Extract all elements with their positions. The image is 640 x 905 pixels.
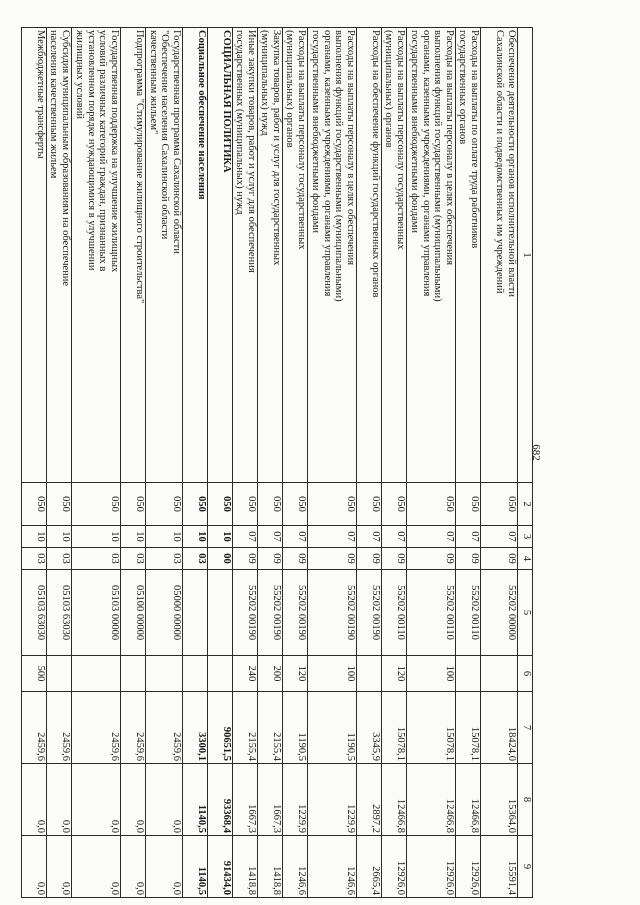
table-cell: 10	[208, 526, 233, 548]
table-cell: 55202 00190	[308, 570, 357, 656]
table-cell: 0,0	[121, 764, 146, 836]
table-cell: 050	[481, 483, 518, 526]
row-label: СОЦИАЛЬНАЯ ПОЛИТИКА	[208, 28, 233, 483]
row-label: Межбюджетные трансферты	[22, 28, 47, 483]
table-cell: 1229,9	[283, 764, 308, 836]
table-cell: 05100 00000	[121, 570, 146, 656]
table-cell: 500	[22, 656, 47, 692]
row-label: Расходы на выплаты персоналу государственных (муниципальных) органов	[283, 28, 308, 483]
table-cell: 2459,6	[72, 692, 121, 764]
table-cell: 100	[308, 656, 357, 692]
table-cell: 050	[258, 483, 283, 526]
table-cell: 0,0	[72, 764, 121, 836]
table-cell: 3345,9	[357, 692, 382, 764]
column-header: 9	[518, 836, 533, 898]
table-cell: 2459,6	[22, 692, 47, 764]
table-cell: 120	[382, 656, 407, 692]
row-label: Расходы на обеспечение функций государственных органов	[357, 28, 382, 483]
column-header: 8	[518, 764, 533, 836]
table-cell: 2665,4	[357, 836, 382, 898]
table-cell: 55202 00000	[481, 570, 518, 656]
table-cell: 18424,0	[481, 692, 518, 764]
table-cell	[208, 656, 233, 692]
row-label: Субсидия муниципальным образованиям на обеспечение населения качественным жильем	[47, 28, 72, 483]
table-cell: 050	[283, 483, 308, 526]
table-cell: 03	[146, 548, 183, 570]
table-cell: 1140,5	[183, 836, 208, 898]
table-cell	[208, 570, 233, 656]
table-cell: 0,0	[22, 836, 47, 898]
column-header: 2	[518, 483, 533, 526]
table-cell	[183, 656, 208, 692]
table-cell: 15591,4	[481, 836, 518, 898]
table-cell: 050	[456, 483, 481, 526]
table-cell: 050	[233, 483, 258, 526]
column-header: 4	[518, 548, 533, 570]
table-row	[72, 28, 121, 898]
table-cell: 12926,0	[382, 836, 407, 898]
table-cell: 90651,5	[208, 692, 233, 764]
table-cell: 0,0	[121, 836, 146, 898]
table-cell: 1140,5	[183, 764, 208, 836]
table-cell	[357, 656, 382, 692]
table-cell: 10	[146, 526, 183, 548]
table-cell: 12466,8	[382, 764, 407, 836]
table-cell: 09	[456, 548, 481, 570]
table-cell: 09	[308, 548, 357, 570]
table-cell: 2155,4	[258, 692, 283, 764]
table-cell: 0,0	[146, 764, 183, 836]
table-row	[283, 28, 308, 898]
table-cell: 93368,4	[208, 764, 233, 836]
table-cell: 1190,5	[283, 692, 308, 764]
row-label: Расходы на выплаты по оплате труда работников государственных органов	[456, 28, 481, 483]
table-cell: 07	[308, 526, 357, 548]
table-cell: 07	[456, 526, 481, 548]
table-cell: 55202 00110	[382, 570, 407, 656]
table-cell: 09	[382, 548, 407, 570]
table-cell: 050	[208, 483, 233, 526]
table-cell: 09	[258, 548, 283, 570]
table-cell: 91434,0	[208, 836, 233, 898]
table-cell: 07	[357, 526, 382, 548]
table-cell: 07	[283, 526, 308, 548]
table-cell: 240	[233, 656, 258, 692]
table-row	[407, 28, 456, 898]
table-cell: 050	[22, 483, 47, 526]
table-cell: 1667,3	[233, 764, 258, 836]
table-cell	[72, 656, 121, 692]
table-row	[456, 28, 481, 898]
table-cell: 120	[283, 656, 308, 692]
table-cell: 1667,3	[258, 764, 283, 836]
table-cell: 050	[146, 483, 183, 526]
table-cell: 55202 00110	[456, 570, 481, 656]
table-cell: 15078,1	[407, 692, 456, 764]
table-row	[233, 28, 258, 898]
column-header: 3	[518, 526, 533, 548]
table-cell: 00	[208, 548, 233, 570]
table-cell: 2459,6	[146, 692, 183, 764]
table-cell: 0,0	[146, 836, 183, 898]
table-cell: 03	[22, 548, 47, 570]
table-cell: 050	[308, 483, 357, 526]
row-label: Социальное обеспечение населения	[183, 28, 208, 483]
table-row	[357, 28, 382, 898]
table-cell: 10	[47, 526, 72, 548]
table-cell: 55202 00190	[283, 570, 308, 656]
table-cell: 0,0	[72, 836, 121, 898]
table-cell: 100	[407, 656, 456, 692]
table-cell: 07	[407, 526, 456, 548]
table-cell: 09	[233, 548, 258, 570]
page-number: 682	[530, 444, 542, 461]
table-cell: 05103 63030	[47, 570, 72, 656]
table-cell: 10	[22, 526, 47, 548]
row-label: Расходы на выплаты персоналу в целях обеспечения выполнения функций государственными (муниципальными) органами, казенными учреждениями, органами управления государственными внебюджетными фондами	[407, 28, 456, 483]
table-cell	[47, 656, 72, 692]
table-cell: 050	[121, 483, 146, 526]
table-cell: 03	[47, 548, 72, 570]
table-cell: 050	[357, 483, 382, 526]
table-cell: 07	[258, 526, 283, 548]
row-label: Подпрограмма "Стимулирование жилищного строительства"	[121, 28, 146, 483]
table-cell: 1418,8	[233, 836, 258, 898]
table-cell: 05103 00000	[72, 570, 121, 656]
table-cell: 15078,1	[382, 692, 407, 764]
row-label: Расходы на выплаты персоналу государственных (муниципальных) органов	[382, 28, 407, 483]
table-cell: 1190,5	[308, 692, 357, 764]
table-cell: 12926,0	[456, 836, 481, 898]
table-cell: 1418,8	[258, 836, 283, 898]
table-row	[382, 28, 407, 898]
row-label: Обеспечение деятельности органов исполнительной власти Сахалинской области и подведомственных им учреждений	[481, 28, 518, 483]
table-cell: 0,0	[47, 764, 72, 836]
table-cell	[456, 656, 481, 692]
table-cell: 12466,8	[407, 764, 456, 836]
table-cell: 55202 00190	[357, 570, 382, 656]
table-cell: 10	[183, 526, 208, 548]
row-label: Иные закупки товаров, работ и услуг для обеспечения государственных (муниципальных) нужд	[233, 28, 258, 483]
table-cell: 050	[183, 483, 208, 526]
table-cell: 07	[382, 526, 407, 548]
table-row	[183, 28, 208, 898]
table-cell: 10	[121, 526, 146, 548]
table-cell: 050	[72, 483, 121, 526]
row-label: Закупка товаров, работ и услуг для государственных (муниципальных) нужд	[258, 28, 283, 483]
table-cell: 15078,1	[456, 692, 481, 764]
table-cell: 09	[481, 548, 518, 570]
table-row	[481, 28, 518, 898]
column-header: 5	[518, 570, 533, 656]
table-cell	[121, 656, 146, 692]
table-cell	[481, 656, 518, 692]
row-label: Государственная поддержка на улучшение жилищных условий различных категорий граждан, признанных в установленном порядке нуждающимися в улучшении жилищных условий	[72, 28, 121, 483]
table-cell: 050	[382, 483, 407, 526]
table-cell: 55202 00190	[233, 570, 258, 656]
table-cell	[183, 570, 208, 656]
column-header: 7	[518, 692, 533, 764]
table-cell: 10	[72, 526, 121, 548]
column-header: 1	[518, 28, 533, 483]
table-body	[22, 28, 518, 898]
table-cell: 12466,8	[456, 764, 481, 836]
table-cell: 03	[121, 548, 146, 570]
table-row	[22, 28, 47, 898]
budget-table	[21, 27, 533, 898]
table-cell: 200	[258, 656, 283, 692]
table-cell: 1246,6	[283, 836, 308, 898]
table-cell: 15364,0	[481, 764, 518, 836]
table-cell: 050	[407, 483, 456, 526]
table-row	[121, 28, 146, 898]
table-cell: 2155,4	[233, 692, 258, 764]
table-cell: 07	[481, 526, 518, 548]
table-row	[258, 28, 283, 898]
table-cell: 55202 00110	[407, 570, 456, 656]
table-cell: 03	[72, 548, 121, 570]
table-cell: 05000 00000	[146, 570, 183, 656]
table-cell: 3300,1	[183, 692, 208, 764]
table-cell: 0,0	[47, 836, 72, 898]
table-row	[208, 28, 233, 898]
table-cell: 09	[283, 548, 308, 570]
table-cell: 55202 00190	[258, 570, 283, 656]
table-cell: 2459,6	[47, 692, 72, 764]
table-cell: 09	[357, 548, 382, 570]
table-cell: 0,0	[22, 764, 47, 836]
table-row	[146, 28, 183, 898]
table-cell: 1229,9	[308, 764, 357, 836]
table-cell: 12926,0	[407, 836, 456, 898]
table-cell: 09	[407, 548, 456, 570]
table-cell: 050	[47, 483, 72, 526]
table-cell: 07	[233, 526, 258, 548]
row-label: Государственная программа Сахалинской области "Обеспечение населения Сахалинской области качественным жильем"	[146, 28, 183, 483]
table-cell	[146, 656, 183, 692]
row-label: Расходы на выплаты персоналу в целях обеспечения выполнения функций государственными (муниципальными) органами, казенными учреждениями, органами управления государственными внебюджетными фондами	[308, 28, 357, 483]
table-row	[308, 28, 357, 898]
table-row	[47, 28, 72, 898]
table-cell: 05103 63030	[22, 570, 47, 656]
table-cell: 1246,6	[308, 836, 357, 898]
header-row	[518, 28, 533, 898]
table-cell: 2459,6	[121, 692, 146, 764]
table-cell: 2897,2	[357, 764, 382, 836]
column-header: 6	[518, 656, 533, 692]
table-cell: 03	[183, 548, 208, 570]
